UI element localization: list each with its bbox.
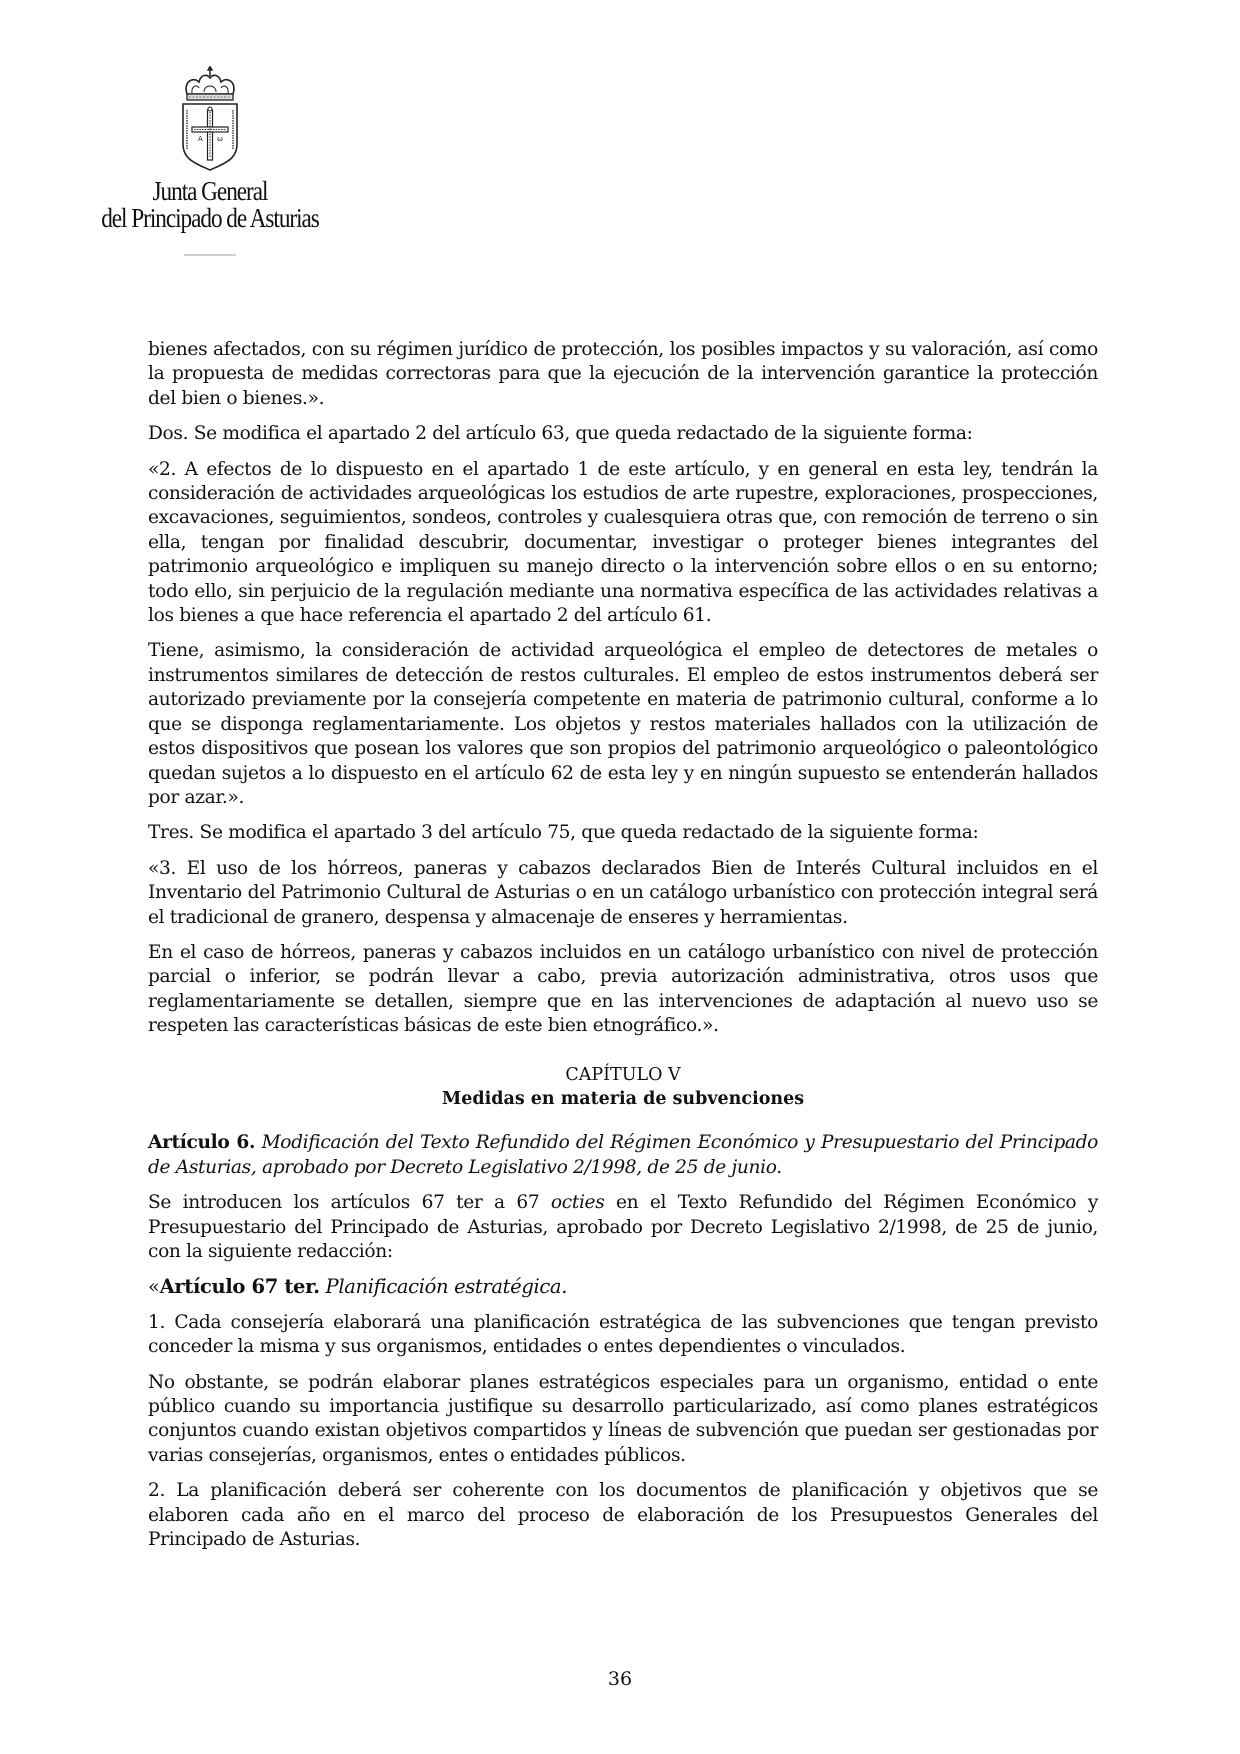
institution-logo (80, 64, 340, 256)
svg-text:A: A (198, 135, 203, 143)
chapter-title: Medidas en materia de subvenciones (441, 1088, 805, 1109)
paragraph-67ter-1: 1. Cada consejería elaborará una planificación estratégica de las subvenciones que tengan previsto conceder la misma y sus organismos, entidades o entes dependientes o vinculados. (148, 1311, 1098, 1358)
intro-text-octies: octies (550, 1192, 605, 1214)
chapter-heading (148, 1063, 1098, 1112)
paragraph-continuation: bienes afectados, con su régimen jurídico de protección, los posibles impactos y su valoración, así como la propuesta de medidas correctoras para que la ejecución de la intervención garantice la protección del bien o bienes.». (148, 339, 1098, 409)
institution-name-line1: Junta General (152, 176, 268, 206)
page-number: 36 (607, 1668, 633, 1690)
coat-of-arms-asturias-icon (179, 64, 241, 172)
institution-name-line2: del Principado de Asturias (101, 203, 319, 233)
article-6-heading (148, 1131, 1098, 1180)
article-6-label: Artículo 6. (148, 1132, 256, 1154)
paragraph-introduction (148, 1191, 1098, 1264)
svg-text:ω: ω (217, 135, 223, 143)
intro-text-start: Se introducen los artículos 67 ter a 67 (148, 1192, 551, 1214)
article-67-ter-title: Planificación estratégica. (325, 1275, 568, 1299)
paragraph-quoted-art63-2: «2. A efectos de lo dispuesto en el apartado 1 de este artículo, y en general en esta ley, tendrán la consideración de actividades arqueológicas los estudios de arte rupestre, exploraciones, prospecciones, excavaciones, seguimientos, sondeos, controles y cualesquiera otras que, con remoción de terreno o sin ella, tengan por finalidad descubrir, documentar, investigar o proteger bienes integrantes del patrimonio arqueológico e impliquen su manejo directo o la intervención sobre ellos o en su entorno; todo ello, sin perjuicio de la regulación mediante una normativa específica de las actividades relativas a los bienes a que hace referencia el apartado 2 del artículo 61. (148, 458, 1098, 627)
paragraph-quoted-art75-3: «3. El uso de los hórreos, paneras y cabazos declarados Bien de Interés Cultural incluidos en el Inventario del Patrimonio Cultural de Asturias o en un catálogo urbanístico con protección integral será el tradicional de granero, despensa y almacenaje de enseres y herramientas. (148, 857, 1098, 928)
paragraph-horreos: En el caso de hórreos, paneras y cabazos incluidos en un catálogo urbanístico con nivel de protección parcial o inferior, se podrán llevar a cabo, previa autorización administrativa, otros usos que reglamentariamente se detallen, siempre que en las intervenciones de adaptación al nuevo uso se respeten las características básicas de este bien etnográfico.». (148, 941, 1098, 1037)
intro-text-end: en el Texto Refundido del Régimen Económico y Presupuestario del Principado de Asturias, aprobado por Decreto Legislativo 2/1998, de 25 de junio, con la siguiente redacción: (148, 1192, 1098, 1262)
paragraph-67ter-2: 2. La planificación deberá ser coherente con los documentos de planificación y objetivos que se elaboren cada año en el marco del proceso de elaboración de los Presupuestos Generales del Principado de Asturias. (148, 1480, 1098, 1551)
header-divider (184, 254, 236, 256)
open-quote: « (148, 1275, 160, 1299)
chapter-number: CAPÍTULO V (565, 1064, 681, 1085)
paragraph-tres: Tres. Se modifica el apartado 3 del artículo 75, que queda redactado de la siguiente forma: (148, 822, 979, 844)
article-6-title: Modificación del Texto Refundido del Régimen Económico y Presupuestario del Principado de Asturias, aprobado por Decreto Legislativo 2/1998, de 25 de junio. (148, 1132, 1099, 1178)
paragraph-detectores: Tiene, asimismo, la consideración de actividad arqueológica el empleo de detectores de metales o instrumentos similares de detección de restos culturales. El empleo de estos instrumentos deberá ser autorizado previamente por la consejería competente en materia de patrimonio cultural, conforme a lo que se disponga reglamentariamente. Los objetos y restos materiales hallados con la utilización de estos dispositivos que posean los valores que son propios del patrimonio arqueológico o paleontológico quedan sujetos a lo dispuesto en el artículo 62 de esta ley y en ningún supuesto se entenderán hallados por azar.». (148, 640, 1098, 808)
article-67-ter-heading (148, 1275, 1098, 1299)
article-67-ter-label: Artículo 67 ter. (159, 1275, 320, 1299)
institution-name (98, 178, 322, 232)
document-body (148, 338, 1098, 1563)
paragraph-dos: Dos. Se modifica el apartado 2 del artículo 63, que queda redactado de la siguiente forma: (148, 423, 973, 445)
paragraph-planes-especiales: No obstante, se podrán elaborar planes estratégicos especiales para un organismo, entidad o ente público cuando su importancia justifique su desarrollo particularizado, así como planes estratégicos conjuntos cuando existan objetivos compartidos y líneas de subvención que puedan ser gestionadas por varias consejerías, organismos, entes o entidades públicos. (148, 1371, 1098, 1466)
